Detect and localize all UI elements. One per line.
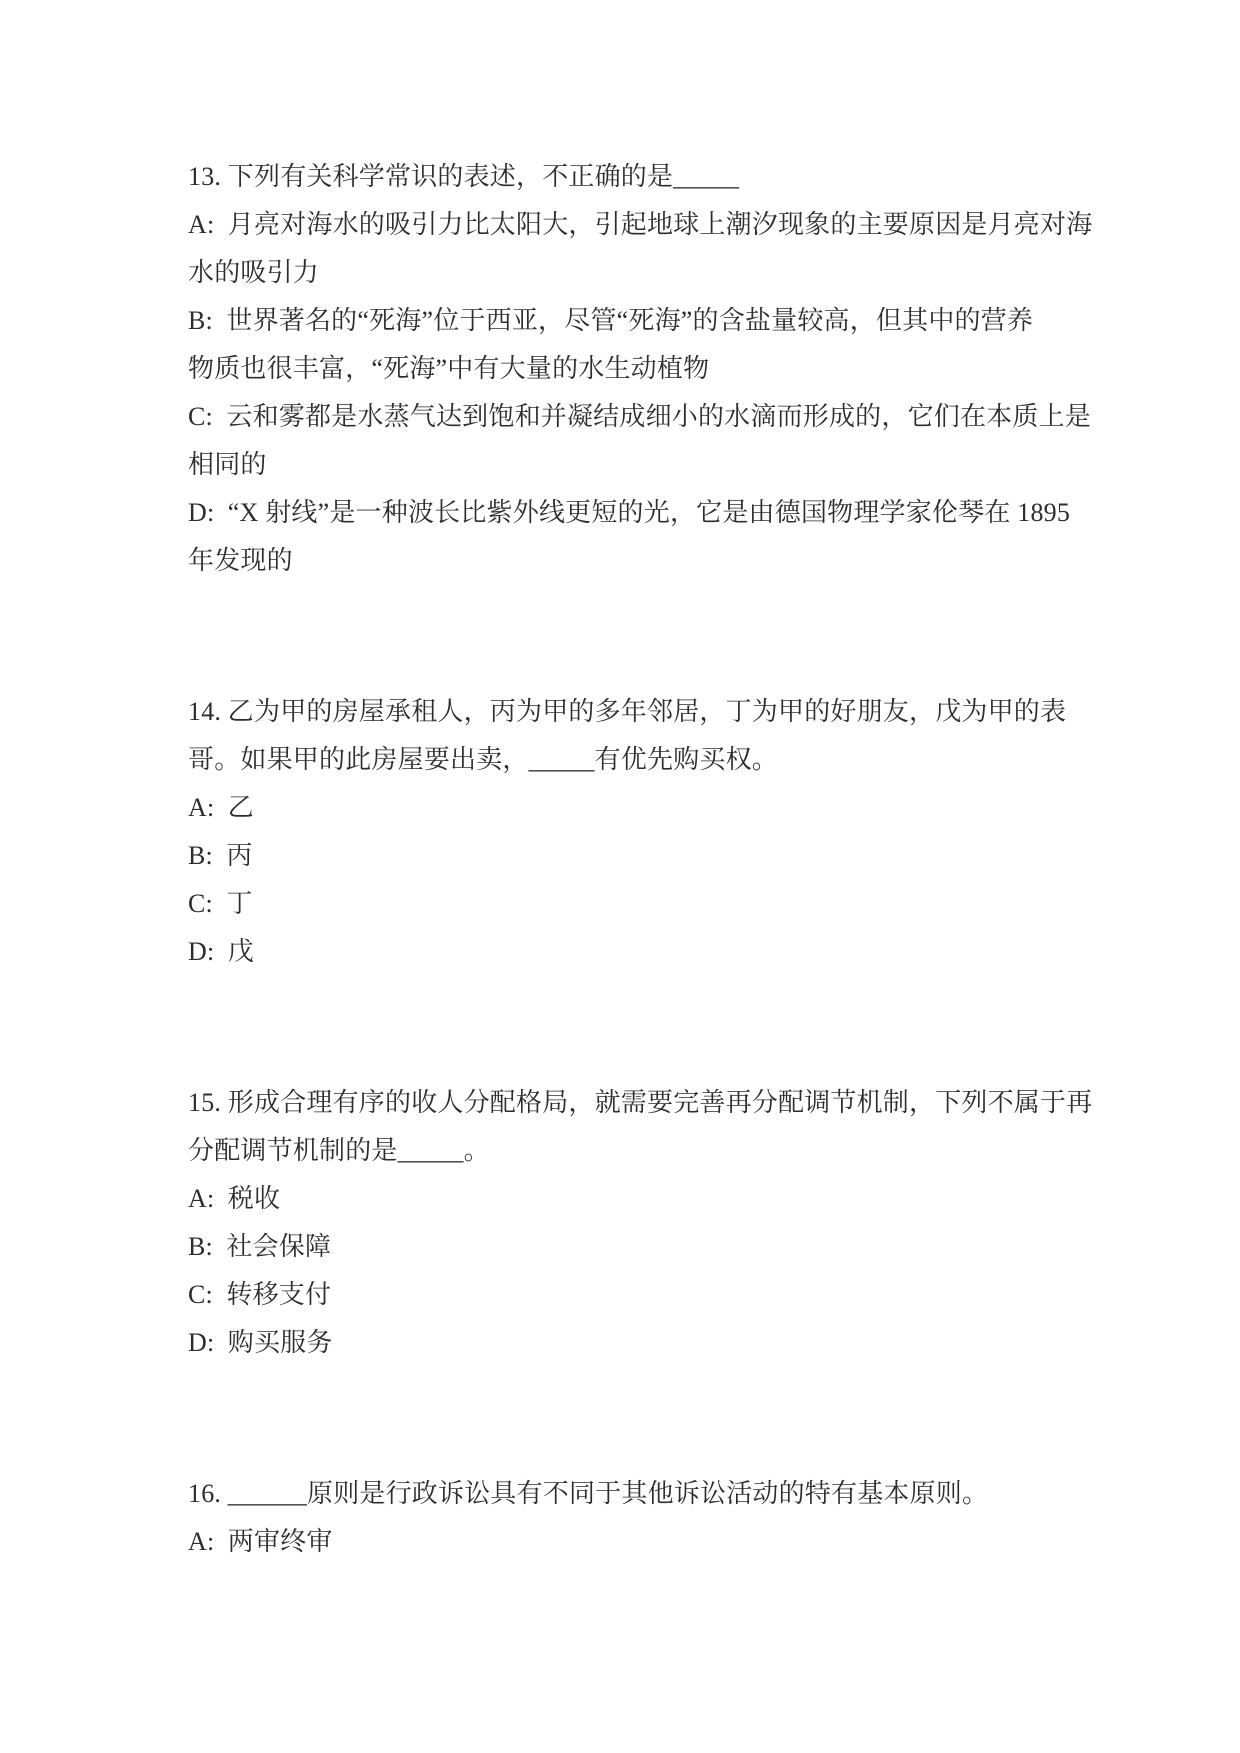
question-15-stem-line: 15. 形成合理有序的收人分配格局，就需要完善再分配调节机制，下列不属于再 <box>188 1088 1093 1117</box>
question-14-option-c-line: C: 丁 <box>188 889 253 918</box>
question-14-stem-line: 14. 乙为甲的房屋承租人，丙为甲的多年邻居，丁为甲的好朋友，戊为甲的表 <box>188 697 1067 726</box>
question-13-stem-line: 13. 下列有关科学常识的表述，不正确的是_____ <box>188 162 740 191</box>
question-13-option-c-line: C: 云和雾都是水蒸气达到饱和并凝结成细小的水滴而形成的，它们在本质上是 <box>188 402 1091 431</box>
question-13-option-d-line: 年发现的 <box>188 546 293 575</box>
question-15-option-c-line: C: 转移支付 <box>188 1280 332 1309</box>
question-15 <box>188 1079 1118 1367</box>
question-16-stem-line: 16. ______原则是行政诉讼具有不同于其他诉讼活动的特有基本原则。 <box>188 1479 989 1508</box>
question-13-option-a-line: A: 月亮对海水的吸引力比太阳大，引起地球上潮汐现象的主要原因是月亮对海 <box>188 210 1093 239</box>
question-13-option-b-line: B: 世界著名的“死海”位于西亚，尽管“死海”的含盐量较高，但其中的营养 <box>188 306 1034 335</box>
question-13 <box>188 153 1118 585</box>
question-13-option-a-line: 水的吸引力 <box>188 258 320 287</box>
exam-question-list <box>188 153 1118 1669</box>
question-13-option-d-line: D: “X 射线”是一种波长比紫外线更短的光，它是由德国物理学家伦琴在 1895 <box>188 498 1071 527</box>
question-15-option-d-line: D: 购买服务 <box>188 1328 333 1357</box>
question-14 <box>188 688 1118 976</box>
question-15-stem-line: 分配调节机制的是_____。 <box>188 1136 490 1165</box>
question-15-option-b-line: B: 社会保障 <box>188 1232 332 1261</box>
question-14-option-b-line: B: 丙 <box>188 841 253 870</box>
question-14-option-d-line: D: 戊 <box>188 937 255 966</box>
question-14-option-a-line: A: 乙 <box>188 793 255 822</box>
question-13-option-b-line: 物质也很丰富，“死海”中有大量的水生动植物 <box>188 354 710 383</box>
question-14-stem-line: 哥。如果甲的此房屋要出卖，_____有优先购买权。 <box>188 745 779 774</box>
question-16-option-a-line: A: 两审终审 <box>188 1527 333 1556</box>
question-15-option-a-line: A: 税收 <box>188 1184 281 1213</box>
question-13-option-c-line: 相同的 <box>188 450 267 479</box>
question-16 <box>188 1470 1118 1566</box>
